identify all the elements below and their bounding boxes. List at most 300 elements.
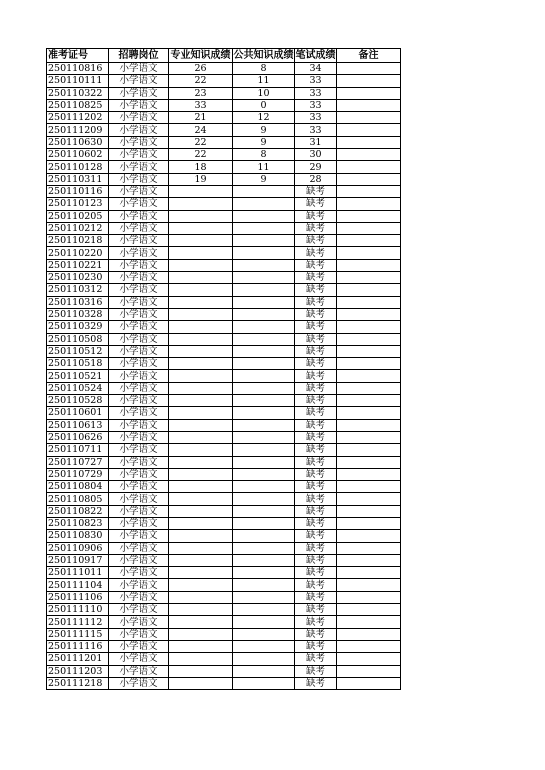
cell-position: 小学语文	[109, 235, 169, 247]
table-row	[47, 591, 401, 603]
cell-remarks	[337, 567, 401, 579]
cell-professional-score: 24	[169, 124, 233, 136]
cell-public-score: 9	[233, 124, 295, 136]
cell-position: 小学语文	[109, 149, 169, 161]
cell-remarks	[337, 530, 401, 542]
table-row	[47, 149, 401, 161]
cell-position: 小学语文	[109, 173, 169, 185]
cell-position: 小学语文	[109, 136, 169, 148]
cell-public-score	[233, 407, 295, 419]
cell-remarks	[337, 210, 401, 222]
header-row	[47, 49, 401, 63]
cell-written-score: 缺考	[295, 185, 337, 197]
table-row	[47, 345, 401, 357]
table-row	[47, 616, 401, 628]
cell-professional-score	[169, 308, 233, 320]
cell-professional-score	[169, 628, 233, 640]
cell-remarks	[337, 444, 401, 456]
cell-professional-score	[169, 419, 233, 431]
cell-remarks	[337, 296, 401, 308]
cell-written-score: 缺考	[295, 542, 337, 554]
score-table	[46, 48, 401, 690]
cell-exam-id: 250111202	[47, 112, 109, 124]
cell-public-score	[233, 665, 295, 677]
table-row	[47, 444, 401, 456]
table-row	[47, 87, 401, 99]
cell-written-score: 缺考	[295, 431, 337, 443]
cell-public-score	[233, 284, 295, 296]
table-row	[47, 517, 401, 529]
cell-remarks	[337, 481, 401, 493]
table-row	[47, 321, 401, 333]
table-row	[47, 579, 401, 591]
cell-professional-score: 22	[169, 136, 233, 148]
cell-position: 小学语文	[109, 431, 169, 443]
cell-remarks	[337, 124, 401, 136]
cell-position: 小学语文	[109, 665, 169, 677]
cell-remarks	[337, 493, 401, 505]
cell-written-score: 缺考	[295, 481, 337, 493]
cell-written-score: 缺考	[295, 272, 337, 284]
table-row	[47, 505, 401, 517]
cell-professional-score: 19	[169, 173, 233, 185]
table-row	[47, 456, 401, 468]
cell-public-score	[233, 567, 295, 579]
cell-exam-id: 250110729	[47, 468, 109, 480]
cell-written-score: 缺考	[295, 382, 337, 394]
table-row	[47, 99, 401, 111]
cell-remarks	[337, 665, 401, 677]
cell-professional-score	[169, 345, 233, 357]
cell-public-score	[233, 259, 295, 271]
cell-remarks	[337, 136, 401, 148]
cell-written-score: 30	[295, 149, 337, 161]
cell-written-score: 缺考	[295, 247, 337, 259]
cell-public-score	[233, 628, 295, 640]
cell-position: 小学语文	[109, 87, 169, 99]
cell-exam-id: 250110328	[47, 308, 109, 320]
table-row	[47, 567, 401, 579]
cell-exam-id: 250110825	[47, 99, 109, 111]
cell-written-score: 33	[295, 87, 337, 99]
cell-exam-id: 250111011	[47, 567, 109, 579]
cell-remarks	[337, 395, 401, 407]
table-row	[47, 124, 401, 136]
cell-exam-id: 250110601	[47, 407, 109, 419]
cell-professional-score	[169, 616, 233, 628]
cell-exam-id: 250110128	[47, 161, 109, 173]
cell-public-score	[233, 210, 295, 222]
table-row	[47, 640, 401, 652]
cell-professional-score	[169, 579, 233, 591]
cell-position: 小学语文	[109, 640, 169, 652]
cell-remarks	[337, 358, 401, 370]
cell-position: 小学语文	[109, 407, 169, 419]
cell-professional-score	[169, 591, 233, 603]
cell-written-score: 缺考	[295, 333, 337, 345]
cell-exam-id: 250110816	[47, 63, 109, 75]
cell-exam-id: 250110329	[47, 321, 109, 333]
cell-professional-score	[169, 284, 233, 296]
cell-remarks	[337, 431, 401, 443]
table-body	[47, 63, 401, 690]
cell-exam-id: 250110111	[47, 75, 109, 87]
cell-position: 小学语文	[109, 333, 169, 345]
cell-remarks	[337, 677, 401, 689]
cell-public-score	[233, 640, 295, 652]
cell-exam-id: 250111115	[47, 628, 109, 640]
cell-professional-score	[169, 198, 233, 210]
cell-written-score: 缺考	[295, 210, 337, 222]
table-row	[47, 284, 401, 296]
cell-professional-score: 18	[169, 161, 233, 173]
table-row	[47, 358, 401, 370]
cell-public-score	[233, 653, 295, 665]
cell-exam-id: 250110521	[47, 370, 109, 382]
cell-position: 小学语文	[109, 653, 169, 665]
cell-exam-id: 250111104	[47, 579, 109, 591]
cell-exam-id: 250110322	[47, 87, 109, 99]
table-row	[47, 185, 401, 197]
cell-professional-score	[169, 505, 233, 517]
cell-written-score: 缺考	[295, 235, 337, 247]
cell-exam-id: 250111218	[47, 677, 109, 689]
cell-exam-id: 250110822	[47, 505, 109, 517]
cell-remarks	[337, 653, 401, 665]
cell-exam-id: 250110123	[47, 198, 109, 210]
cell-public-score	[233, 382, 295, 394]
cell-position: 小学语文	[109, 591, 169, 603]
cell-written-score: 缺考	[295, 640, 337, 652]
cell-professional-score	[169, 259, 233, 271]
cell-public-score	[233, 468, 295, 480]
cell-exam-id: 250110602	[47, 149, 109, 161]
cell-position: 小学语文	[109, 185, 169, 197]
cell-professional-score	[169, 431, 233, 443]
cell-remarks	[337, 542, 401, 554]
cell-remarks	[337, 456, 401, 468]
table-row	[47, 419, 401, 431]
cell-position: 小学语文	[109, 579, 169, 591]
cell-public-score: 9	[233, 136, 295, 148]
cell-position: 小学语文	[109, 542, 169, 554]
cell-written-score: 缺考	[295, 444, 337, 456]
table-row	[47, 210, 401, 222]
cell-public-score: 10	[233, 87, 295, 99]
cell-public-score	[233, 456, 295, 468]
cell-remarks	[337, 112, 401, 124]
table-row	[47, 542, 401, 554]
cell-professional-score	[169, 321, 233, 333]
cell-written-score: 缺考	[295, 198, 337, 210]
cell-professional-score: 22	[169, 75, 233, 87]
cell-written-score: 缺考	[295, 296, 337, 308]
cell-position: 小学语文	[109, 75, 169, 87]
cell-public-score: 0	[233, 99, 295, 111]
cell-remarks	[337, 345, 401, 357]
cell-public-score	[233, 505, 295, 517]
cell-position: 小学语文	[109, 382, 169, 394]
cell-public-score	[233, 198, 295, 210]
cell-public-score	[233, 235, 295, 247]
cell-position: 小学语文	[109, 112, 169, 124]
cell-public-score	[233, 481, 295, 493]
cell-position: 小学语文	[109, 198, 169, 210]
cell-position: 小学语文	[109, 308, 169, 320]
cell-professional-score	[169, 210, 233, 222]
cell-written-score: 缺考	[295, 579, 337, 591]
cell-public-score	[233, 345, 295, 357]
cell-written-score: 缺考	[295, 370, 337, 382]
cell-exam-id: 250110518	[47, 358, 109, 370]
table-row	[47, 63, 401, 75]
cell-remarks	[337, 554, 401, 566]
cell-public-score	[233, 222, 295, 234]
cell-professional-score	[169, 653, 233, 665]
table-row	[47, 247, 401, 259]
cell-position: 小学语文	[109, 63, 169, 75]
cell-written-score: 缺考	[295, 345, 337, 357]
cell-professional-score	[169, 604, 233, 616]
cell-remarks	[337, 272, 401, 284]
cell-professional-score	[169, 358, 233, 370]
cell-written-score: 33	[295, 124, 337, 136]
cell-professional-score	[169, 481, 233, 493]
cell-exam-id: 250110221	[47, 259, 109, 271]
cell-public-score	[233, 395, 295, 407]
cell-public-score	[233, 579, 295, 591]
cell-public-score	[233, 247, 295, 259]
cell-remarks	[337, 149, 401, 161]
cell-position: 小学语文	[109, 395, 169, 407]
cell-professional-score	[169, 677, 233, 689]
cell-professional-score	[169, 665, 233, 677]
cell-exam-id: 250110230	[47, 272, 109, 284]
cell-public-score	[233, 444, 295, 456]
header-professional-score: 专业知识成绩	[170, 50, 231, 61]
cell-written-score: 缺考	[295, 493, 337, 505]
cell-remarks	[337, 308, 401, 320]
cell-position: 小学语文	[109, 222, 169, 234]
cell-position: 小学语文	[109, 358, 169, 370]
table-row	[47, 112, 401, 124]
cell-public-score	[233, 591, 295, 603]
cell-exam-id: 250110630	[47, 136, 109, 148]
cell-written-score: 缺考	[295, 567, 337, 579]
cell-position: 小学语文	[109, 247, 169, 259]
cell-written-score: 缺考	[295, 395, 337, 407]
cell-professional-score	[169, 296, 233, 308]
cell-exam-id: 250110805	[47, 493, 109, 505]
cell-exam-id: 250110218	[47, 235, 109, 247]
cell-position: 小学语文	[109, 505, 169, 517]
cell-written-score: 缺考	[295, 591, 337, 603]
cell-exam-id: 250110312	[47, 284, 109, 296]
cell-written-score: 28	[295, 173, 337, 185]
cell-public-score	[233, 542, 295, 554]
cell-exam-id: 250111106	[47, 591, 109, 603]
cell-position: 小学语文	[109, 296, 169, 308]
cell-public-score	[233, 296, 295, 308]
cell-professional-score	[169, 444, 233, 456]
cell-written-score: 34	[295, 63, 337, 75]
cell-exam-id: 250110220	[47, 247, 109, 259]
table-row	[47, 333, 401, 345]
cell-public-score	[233, 493, 295, 505]
cell-professional-score	[169, 247, 233, 259]
cell-position: 小学语文	[109, 370, 169, 382]
cell-remarks	[337, 259, 401, 271]
cell-exam-id: 250110804	[47, 481, 109, 493]
cell-professional-score	[169, 530, 233, 542]
cell-exam-id: 250110524	[47, 382, 109, 394]
cell-written-score: 33	[295, 75, 337, 87]
cell-written-score: 缺考	[295, 505, 337, 517]
cell-public-score	[233, 616, 295, 628]
cell-public-score	[233, 321, 295, 333]
cell-exam-id: 250110626	[47, 431, 109, 443]
table-row	[47, 554, 401, 566]
cell-remarks	[337, 616, 401, 628]
table-row	[47, 75, 401, 87]
header-exam-id: 准考证号	[47, 49, 109, 63]
cell-exam-id: 250110727	[47, 456, 109, 468]
table-row	[47, 665, 401, 677]
cell-exam-id: 250111112	[47, 616, 109, 628]
cell-written-score: 缺考	[295, 358, 337, 370]
cell-professional-score	[169, 272, 233, 284]
cell-remarks	[337, 628, 401, 640]
cell-remarks	[337, 517, 401, 529]
table-row	[47, 628, 401, 640]
cell-remarks	[337, 640, 401, 652]
cell-public-score	[233, 554, 295, 566]
cell-professional-score: 21	[169, 112, 233, 124]
cell-professional-score	[169, 468, 233, 480]
cell-exam-id: 250111209	[47, 124, 109, 136]
cell-remarks	[337, 407, 401, 419]
cell-remarks	[337, 222, 401, 234]
cell-position: 小学语文	[109, 628, 169, 640]
cell-written-score: 缺考	[295, 604, 337, 616]
cell-written-score: 缺考	[295, 517, 337, 529]
cell-written-score: 33	[295, 99, 337, 111]
cell-written-score: 缺考	[295, 653, 337, 665]
cell-professional-score	[169, 456, 233, 468]
cell-remarks	[337, 505, 401, 517]
cell-exam-id: 250111110	[47, 604, 109, 616]
cell-professional-score	[169, 517, 233, 529]
header-remarks: 备注	[337, 49, 401, 63]
cell-written-score: 缺考	[295, 284, 337, 296]
cell-remarks	[337, 321, 401, 333]
cell-written-score: 缺考	[295, 456, 337, 468]
cell-professional-score: 33	[169, 99, 233, 111]
cell-public-score	[233, 517, 295, 529]
cell-exam-id: 250110116	[47, 185, 109, 197]
cell-exam-id: 250110830	[47, 530, 109, 542]
cell-exam-id: 250111116	[47, 640, 109, 652]
cell-exam-id: 250111203	[47, 665, 109, 677]
cell-public-score: 9	[233, 173, 295, 185]
cell-professional-score: 23	[169, 87, 233, 99]
cell-professional-score	[169, 395, 233, 407]
cell-position: 小学语文	[109, 604, 169, 616]
table-row	[47, 296, 401, 308]
cell-written-score: 缺考	[295, 530, 337, 542]
cell-professional-score: 26	[169, 63, 233, 75]
cell-professional-score: 22	[169, 149, 233, 161]
cell-written-score: 缺考	[295, 321, 337, 333]
cell-written-score: 缺考	[295, 419, 337, 431]
cell-position: 小学语文	[109, 554, 169, 566]
cell-public-score	[233, 431, 295, 443]
cell-remarks	[337, 604, 401, 616]
cell-position: 小学语文	[109, 321, 169, 333]
table-row	[47, 395, 401, 407]
cell-written-score: 缺考	[295, 554, 337, 566]
table-row	[47, 677, 401, 689]
table-row	[47, 407, 401, 419]
cell-written-score: 缺考	[295, 407, 337, 419]
table-row	[47, 431, 401, 443]
cell-written-score: 缺考	[295, 616, 337, 628]
cell-exam-id: 250110711	[47, 444, 109, 456]
cell-exam-id: 250110823	[47, 517, 109, 529]
cell-professional-score	[169, 567, 233, 579]
cell-position: 小学语文	[109, 272, 169, 284]
cell-remarks	[337, 579, 401, 591]
cell-exam-id: 250110508	[47, 333, 109, 345]
cell-exam-id: 250110906	[47, 542, 109, 554]
cell-position: 小学语文	[109, 210, 169, 222]
cell-public-score	[233, 272, 295, 284]
cell-professional-score	[169, 235, 233, 247]
cell-written-score: 缺考	[295, 665, 337, 677]
cell-remarks	[337, 284, 401, 296]
cell-exam-id: 250110528	[47, 395, 109, 407]
table-row	[47, 653, 401, 665]
cell-remarks	[337, 591, 401, 603]
cell-remarks	[337, 173, 401, 185]
cell-professional-score	[169, 382, 233, 394]
table-row	[47, 530, 401, 542]
table-row	[47, 259, 401, 271]
cell-public-score	[233, 677, 295, 689]
table-row	[47, 136, 401, 148]
header-public-score: 公共知识成绩	[233, 50, 294, 61]
cell-exam-id: 250110613	[47, 419, 109, 431]
cell-written-score: 33	[295, 112, 337, 124]
cell-remarks	[337, 198, 401, 210]
cell-remarks	[337, 247, 401, 259]
cell-professional-score	[169, 407, 233, 419]
cell-public-score	[233, 185, 295, 197]
table-row	[47, 604, 401, 616]
cell-professional-score	[169, 185, 233, 197]
cell-public-score	[233, 604, 295, 616]
cell-professional-score	[169, 542, 233, 554]
cell-professional-score	[169, 640, 233, 652]
cell-professional-score	[169, 333, 233, 345]
cell-professional-score	[169, 493, 233, 505]
cell-written-score: 缺考	[295, 468, 337, 480]
table-row	[47, 468, 401, 480]
cell-public-score	[233, 358, 295, 370]
table-row	[47, 161, 401, 173]
cell-exam-id: 250110316	[47, 296, 109, 308]
cell-written-score: 缺考	[295, 628, 337, 640]
